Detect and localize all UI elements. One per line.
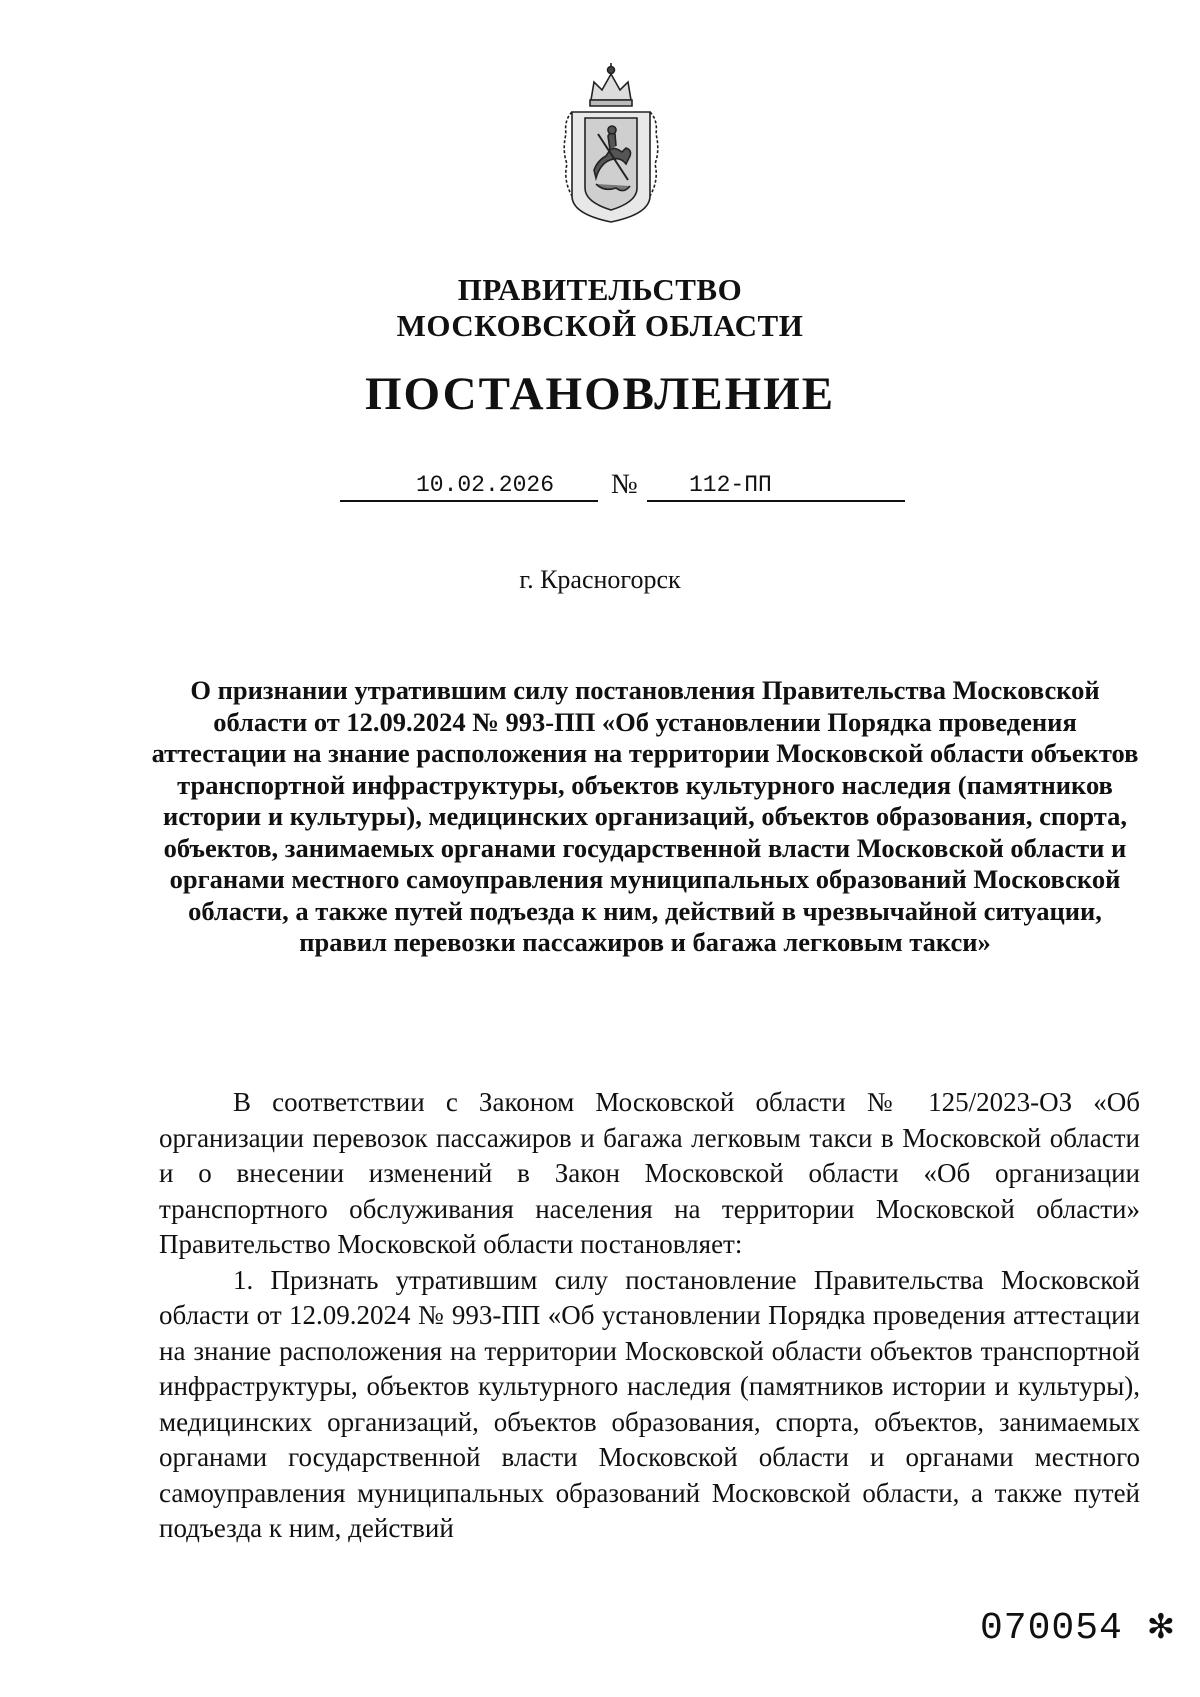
- body-paragraph-preamble: В соответствии с Законом Московской области № 125/2023-ОЗ «Об организации перевозок пассажиров и багажа легковым такси в Московской области и о внесении изменений в Закон Московской области «Об организации транспортного обслуживания населения на территории Московской области» Правительство Московской области постановляет:: [159, 1087, 1140, 1259]
- coat-of-arms-icon: [558, 60, 664, 226]
- number-sign: №: [611, 469, 638, 500]
- document-body: [159, 1085, 1140, 1547]
- serial-stamp: [980, 1605, 1176, 1651]
- serial-number: 070054: [980, 1607, 1123, 1650]
- asterisk-mark: ✻: [1146, 1607, 1177, 1647]
- document-type: ПОСТАНОВЛЕНИЕ: [364, 368, 836, 420]
- body-paragraph-item-1: 1. Признать утратившим силу постановление Правительства Московской области от 12.09.2024 № 993-ПП «Об установлении Порядка проведения аттестации на знание расположения на территории Московской области объектов транспортной инфраструктуры, объектов культурного наследия (памятников истории и культуры), медицинских организаций, объектов образования, спорта, объектов, занимаемых органами государственной власти Московской области и органами местного самоуправления муниципальных образований Московской области, а также путей подъезда к ним, действий: [159, 1264, 1140, 1543]
- org-name-line1: ПРАВИТЕЛЬСТВО: [457, 272, 743, 307]
- org-name-line2: МОСКОВСКОЙ ОБЛАСТИ: [396, 308, 804, 343]
- document-title: О признании утратившим силу постановления Правительства Московской области от 12.09.2024 № 993-ПП «Об установлении Порядка проведения аттестации на знание расположения на территории Московской области объектов транспортной инфраструктуры, объектов культурного наследия (памятников истории и культуры), медицинских организаций, объектов образования, спорта, объектов, занимаемых органами государственной власти Московской области и органами местного самоуправления муниципальных образований Московской области, а также путей подъезда к ним, действий в чрезвычайной ситуации, правил перевозки пассажиров и багажа легковым такси»: [151, 675, 1139, 957]
- document-number: 112-ПП: [647, 470, 905, 502]
- document-date: 10.02.2026: [340, 470, 598, 502]
- city: г. Красногорск: [519, 565, 681, 594]
